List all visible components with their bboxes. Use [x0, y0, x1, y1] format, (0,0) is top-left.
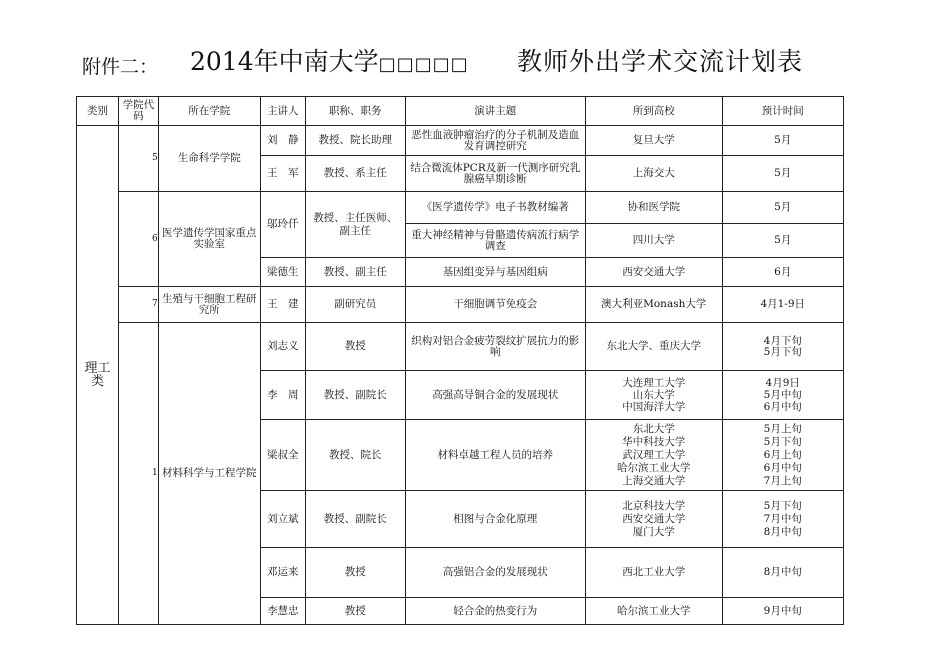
school-cell: 大连理工大学 山东大学 中国海洋大学	[585, 371, 722, 420]
time-cell: 6月	[722, 258, 843, 287]
college-code-cell: 1	[119, 323, 159, 625]
speaker-cell: 李慧忠	[260, 598, 305, 625]
table-header-row	[77, 97, 844, 126]
time-cell: 5月下旬 7月中旬 8月中旬	[722, 491, 843, 548]
time-cell: 5月	[722, 224, 843, 258]
school-cell: 哈尔滨工业大学	[585, 598, 722, 625]
college-name-cell: 材料科学与工程学院	[158, 323, 260, 625]
title-cell: 教授、副院长	[305, 491, 405, 548]
speaker-cell: 刘立斌	[260, 491, 305, 548]
school-cell: 澳大利亚Monash大学	[585, 287, 722, 323]
topic-cell: 基因组变异与基因组病	[405, 258, 585, 287]
school-cell: 东北大学 华中科技大学 武汉理工大学 哈尔滨工业大学 上海交通大学	[585, 420, 722, 491]
topic-cell: 结合微流体PCR及新一代测序研究乳腺癌早期诊断	[405, 156, 585, 192]
speaker-cell: 刘志义	[260, 323, 305, 371]
school-cell: 上海交大	[585, 156, 722, 192]
col-header-college-code: 学院代码	[119, 97, 159, 126]
title-cell: 教授、副主任	[305, 258, 405, 287]
title-cell: 教授	[305, 548, 405, 598]
title-part1	[190, 42, 469, 78]
time-cell: 5月	[722, 126, 843, 156]
time-cell: 8月中旬	[722, 548, 843, 598]
college-name-cell: 生命科学学院	[158, 126, 260, 192]
speaker-cell: 李 周	[260, 371, 305, 420]
title-cell: 教授、系主任	[305, 156, 405, 192]
topic-cell: 高强高导铜合金的发展现状	[405, 371, 585, 420]
topic-cell: 材料卓越工程人员的培养	[405, 420, 585, 491]
title-garbled-glyphs: □□□□□	[378, 54, 469, 75]
time-cell: 5月	[722, 156, 843, 192]
college-code-cell: 5	[119, 126, 159, 192]
plan-table	[76, 96, 844, 625]
college-name-cell: 生殖与干细胞工程研究所	[158, 287, 260, 323]
topic-cell: 高强铝合金的发展现状	[405, 548, 585, 598]
title-cell: 教授	[305, 323, 405, 371]
table-row	[77, 323, 844, 371]
title-part2: 教师外出学术交流计划表	[517, 47, 804, 76]
attachment-label: 附件二：	[82, 56, 159, 78]
col-header-school: 所到高校	[585, 97, 722, 126]
table-row	[77, 287, 844, 323]
title-cell: 教授、院长助理	[305, 126, 405, 156]
speaker-cell: 王 军	[260, 156, 305, 192]
time-cell: 4月1-9日	[722, 287, 843, 323]
col-header-topic: 演讲主题	[405, 97, 585, 126]
title-cell: 教授、副院长	[305, 371, 405, 420]
topic-cell: 重大神经精神与骨骼遗传病流行病学调查	[405, 224, 585, 258]
topic-cell: 干细胞调节免疫会	[405, 287, 585, 323]
topic-cell: 恶性血液肿瘤治疗的分子机制及造血发育调控研究	[405, 126, 585, 156]
topic-cell: 轻合金的热变行为	[405, 598, 585, 625]
college-code-cell: 7	[119, 287, 159, 323]
school-cell: 西安交通大学	[585, 258, 722, 287]
college-name-cell: 医学遗传学国家重点实验室	[158, 192, 260, 287]
time-cell: 5月上旬 5月下旬 6月上旬 6月中旬 7月上旬	[722, 420, 843, 491]
school-cell: 西北工业大学	[585, 548, 722, 598]
col-header-speaker: 主讲人	[260, 97, 305, 126]
school-cell: 东北大学、重庆大学	[585, 323, 722, 371]
school-cell: 北京科技大学 西安交通大学 厦门大学	[585, 491, 722, 548]
school-cell: 四川大学	[585, 224, 722, 258]
title-cell: 教授、院长	[305, 420, 405, 491]
speaker-cell: 梁德生	[260, 258, 305, 287]
speaker-cell: 邬玲仟	[260, 192, 305, 258]
speaker-cell: 邓运来	[260, 548, 305, 598]
category-cell: 理工类	[77, 126, 119, 625]
col-header-college: 所在学院	[158, 97, 260, 126]
topic-cell: 织构对铝合金疲劳裂纹扩展抗力的影响	[405, 323, 585, 371]
topic-cell: 《医学遗传学》电子书教材编著	[405, 192, 585, 224]
time-cell: 5月	[722, 192, 843, 224]
speaker-cell: 王 建	[260, 287, 305, 323]
speaker-cell: 刘 静	[260, 126, 305, 156]
col-header-category: 类别	[77, 97, 119, 126]
title-cell: 教授	[305, 598, 405, 625]
time-cell: 4月9日 5月中旬 6月中旬	[722, 371, 843, 420]
table-row	[77, 192, 844, 224]
topic-cell: 相图与合金化原理	[405, 491, 585, 548]
title-cell: 副研究员	[305, 287, 405, 323]
school-cell: 协和医学院	[585, 192, 722, 224]
title-part1-text: 2014年中南大学	[190, 47, 379, 76]
time-cell: 4月下旬 5月下旬	[722, 323, 843, 371]
table-row	[77, 126, 844, 156]
school-cell: 复旦大学	[585, 126, 722, 156]
title-cell: 教授、主任医师、副主任	[305, 192, 405, 258]
college-code-cell: 6	[119, 192, 159, 287]
speaker-cell: 梁叔全	[260, 420, 305, 491]
col-header-title: 职称、职务	[305, 97, 405, 126]
col-header-time: 预计时间	[722, 97, 843, 126]
time-cell: 9月中旬	[722, 598, 843, 625]
